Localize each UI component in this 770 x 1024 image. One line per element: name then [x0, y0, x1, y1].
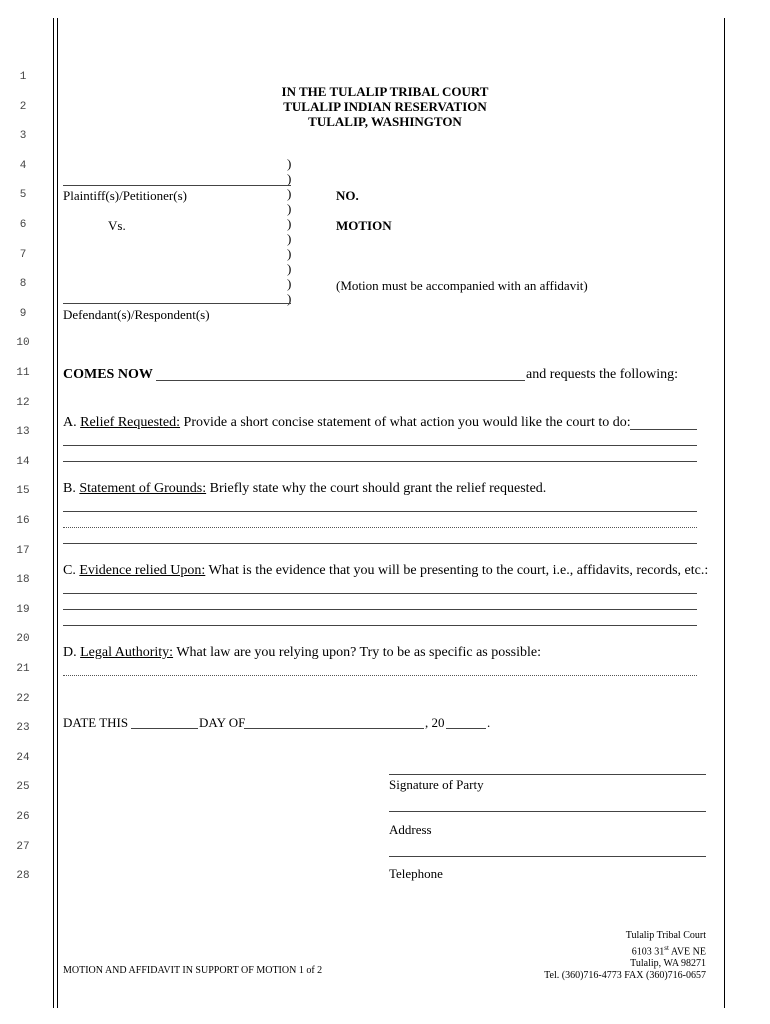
day-of-label: DAY OF	[199, 715, 246, 730]
line-number: 6	[19, 219, 27, 231]
signature-label: Signature of Party	[389, 777, 484, 792]
line-number: 10	[16, 337, 30, 350]
line-number: 18	[16, 574, 30, 587]
case-number-label: NO.	[336, 188, 359, 203]
line-number: 2	[19, 100, 27, 113]
year-prefix-label: , 20	[425, 715, 445, 730]
line-number: 11	[16, 367, 30, 379]
section-b-text: Briefly state why the court should grant the relief requested.	[209, 481, 547, 496]
court-header-line-3: TULALIP, WASHINGTON	[308, 114, 462, 129]
defendant-label: Defendant(s)/Respondent(s)	[63, 307, 210, 322]
caption-paren: )	[287, 246, 292, 261]
caption-paren: )	[287, 291, 292, 306]
section-b-line-1[interactable]	[63, 511, 697, 512]
line-number: 7	[19, 248, 27, 261]
caption-paren: )	[287, 171, 292, 186]
line-number: 5	[19, 189, 27, 202]
line-number: 26	[16, 811, 30, 823]
caption-paren: )	[287, 186, 292, 201]
line-number: 15	[16, 485, 30, 498]
section-b-letter: B.	[63, 481, 76, 496]
comes-now-suffix: and requests the following:	[526, 367, 679, 382]
caption-paren: )	[287, 261, 292, 276]
section-d-line-1[interactable]	[63, 675, 697, 676]
court-header	[0, 84, 770, 129]
right-margin-line	[724, 18, 725, 1008]
defendant-name-line[interactable]	[63, 303, 291, 304]
date-period: .	[487, 715, 491, 730]
line-number: 9	[19, 307, 27, 320]
line-number: 14	[16, 455, 30, 468]
line-number: 21	[16, 663, 30, 675]
footer-title: MOTION AND AFFIDAVIT IN SUPPORT OF MOTION 1 of 2	[63, 965, 323, 976]
comes-now-label: COMES NOW	[63, 367, 153, 382]
section-c-line-3[interactable]	[63, 625, 697, 626]
line-number: 8	[19, 278, 27, 291]
section-c-text: What is the evidence that you will be presenting to the court, i.e., affidavits, records, etc.:	[208, 563, 709, 578]
section-d-heading: Legal Authority:	[80, 645, 174, 660]
affidavit-note: (Motion must be accompanied with an affidavit)	[336, 278, 588, 293]
section-a-line-1[interactable]	[63, 445, 697, 446]
section-a-letter: A.	[63, 415, 77, 430]
line-number: 28	[16, 870, 30, 883]
footer-court-name: Tulalip Tribal Court	[625, 930, 706, 941]
caption-paren: )	[287, 156, 292, 171]
court-header-line-2: TULALIP INDIAN RESERVATION	[283, 99, 487, 114]
motion-label: MOTION	[336, 218, 392, 233]
section-a	[63, 415, 631, 431]
line-number: 20	[16, 633, 30, 646]
telephone-line[interactable]	[389, 856, 706, 857]
address-label: Address	[389, 822, 432, 837]
line-number: 12	[16, 396, 30, 409]
line-number: 25	[16, 781, 30, 794]
date-this-label: DATE THIS	[63, 715, 129, 730]
footer-city: Tulalip, WA 98271	[630, 958, 706, 970]
vs-label: Vs.	[108, 218, 126, 233]
section-c-letter: C.	[63, 563, 76, 578]
footer-phone: Tel. (360)716-4773 FAX (360)716-0657	[544, 970, 706, 982]
line-number: 13	[16, 426, 30, 439]
caption-paren: )	[287, 231, 292, 246]
line-number: 17	[16, 544, 30, 557]
caption-paren: )	[287, 276, 292, 291]
line-number: 24	[16, 751, 30, 764]
plaintiff-label: Plaintiff(s)/Petitioner(s)	[63, 188, 187, 203]
section-d-text: What law are you relying upon? Try to be as specific as possible:	[176, 645, 542, 660]
line-number: 27	[16, 840, 30, 853]
section-d-letter: D.	[63, 645, 77, 660]
date-day-line[interactable]	[131, 728, 198, 729]
address-line[interactable]	[389, 811, 706, 812]
section-c-heading: Evidence relied Upon:	[79, 563, 206, 578]
court-header-line-1: IN THE TULALIP TRIBAL COURT	[281, 84, 489, 99]
comes-now-name-line[interactable]	[156, 380, 525, 381]
date-month-line[interactable]	[244, 728, 424, 729]
line-number: 1	[19, 71, 27, 83]
line-number: 19	[16, 603, 30, 616]
section-b-line-2[interactable]	[63, 527, 697, 528]
section-b	[63, 481, 546, 497]
caption-paren: )	[287, 216, 292, 231]
left-margin-line-inner	[57, 18, 58, 1008]
section-a-heading: Relief Requested:	[80, 415, 181, 430]
line-number: 3	[19, 130, 27, 143]
section-a-inline-line[interactable]	[630, 429, 697, 430]
section-b-heading: Statement of Grounds:	[79, 481, 207, 496]
left-margin-line-outer	[53, 18, 54, 1008]
signature-line[interactable]	[389, 774, 706, 775]
date-year-line[interactable]	[446, 728, 486, 729]
section-c	[63, 563, 708, 579]
line-number: 4	[19, 159, 27, 172]
section-c-line-2[interactable]	[63, 609, 697, 610]
section-a-text: Provide a short concise statement of what action you would like the court to do:	[183, 415, 631, 430]
line-number: 16	[16, 515, 30, 527]
section-a-line-2[interactable]	[63, 461, 697, 462]
section-d	[63, 645, 541, 661]
caption-paren: )	[287, 201, 292, 216]
footer-address-block	[544, 930, 706, 982]
section-c-line-1[interactable]	[63, 593, 697, 594]
plaintiff-name-line[interactable]	[63, 185, 291, 186]
line-number: 23	[16, 722, 30, 735]
footer-street: 6103 31st AVE NE	[631, 944, 706, 958]
line-number: 22	[16, 692, 30, 705]
telephone-label: Telephone	[389, 866, 443, 881]
section-b-line-3[interactable]	[63, 543, 697, 544]
